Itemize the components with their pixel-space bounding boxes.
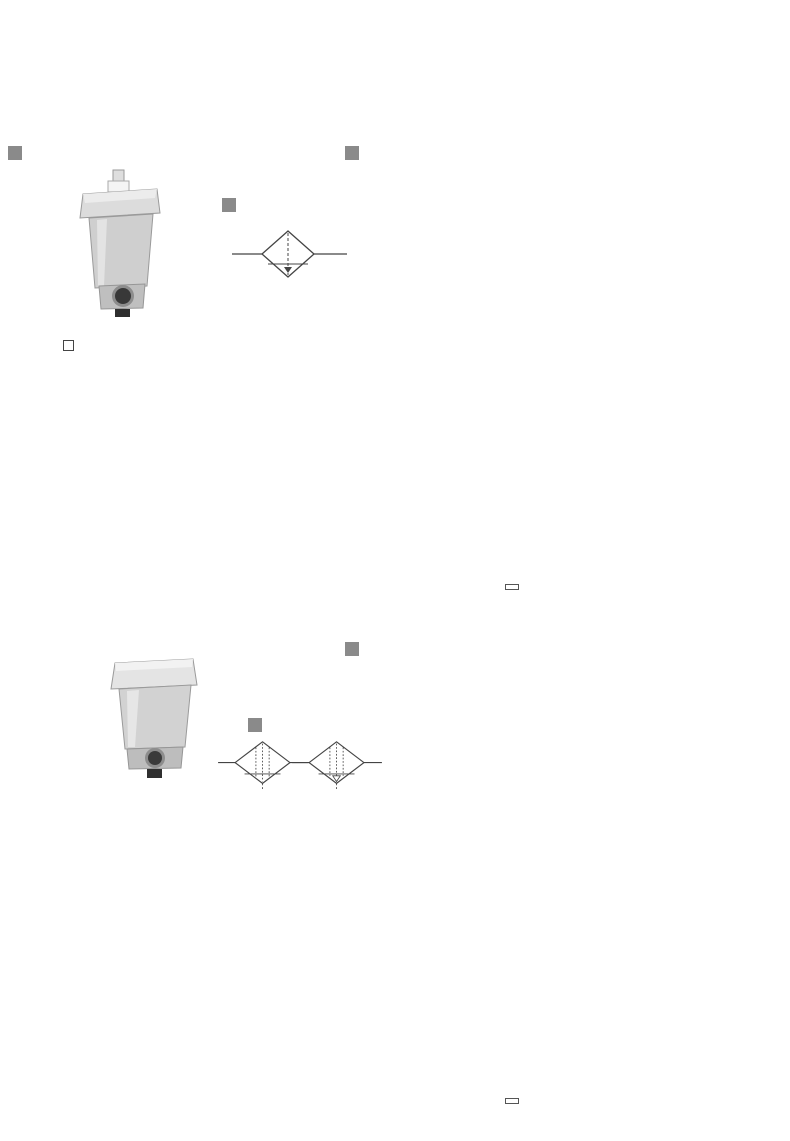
aff-symbol-icon: [232, 222, 347, 284]
aff-symbol-heading: [222, 198, 243, 212]
filter-illustration-icon: [55, 168, 185, 320]
filter-illustration-icon: [75, 655, 225, 793]
heading-square-icon: [345, 642, 359, 656]
heading-square-icon: [248, 718, 262, 732]
heading-square-icon: [222, 198, 236, 212]
heading-square-icon: [345, 146, 359, 160]
heading-square-icon: [8, 146, 22, 160]
option-box-icon: [63, 340, 74, 351]
aff-symbol: [232, 222, 347, 289]
aff-product-image: [55, 168, 185, 325]
aff-model-label: [62, 340, 75, 351]
am-symbol-2: [292, 738, 382, 795]
am-order-example: [505, 1098, 527, 1104]
order-example-box: [505, 584, 519, 590]
am-symbol-heading: [248, 718, 269, 732]
am-symbol-icon: [292, 738, 382, 790]
aff-spec-heading: [345, 146, 366, 160]
order-example-box: [505, 1098, 519, 1104]
am-product-image: [75, 655, 225, 798]
aff-order-example: [505, 584, 527, 590]
am-spec-heading: [345, 642, 366, 656]
aff-section-heading: [8, 146, 29, 160]
